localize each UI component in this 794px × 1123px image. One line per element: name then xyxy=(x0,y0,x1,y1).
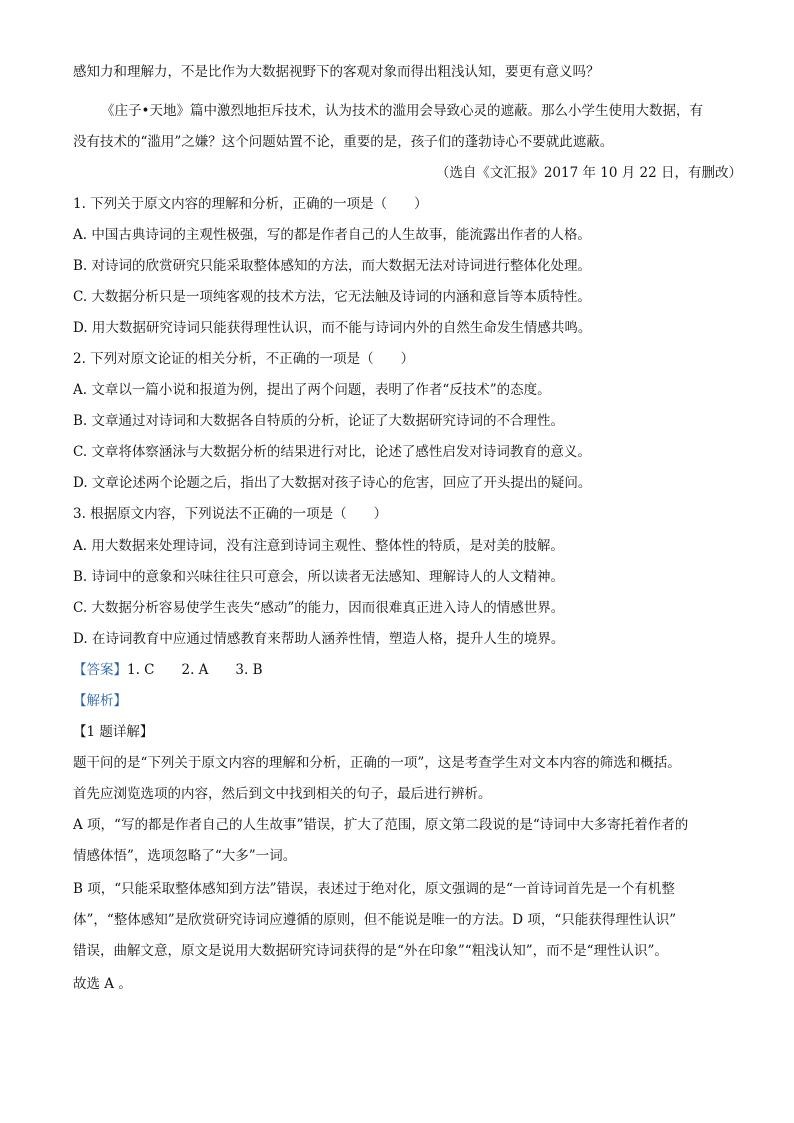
question-option: B. 诗词中的意象和兴味往往只可意会，所以读者无法感知、理解诗人的人文精神。 xyxy=(73,569,565,585)
answer-label: 【答案】 xyxy=(73,662,127,678)
question-option: B. 文章通过对诗词和大数据各自特质的分析，论证了大数据研究诗词的不合理性。 xyxy=(73,413,565,429)
question-option: A. 文章以一篇小说和报道为例，提出了两个问题，表明了作者“反技术”的态度。 xyxy=(73,382,551,398)
analysis-line: 故选 A 。 xyxy=(73,976,132,992)
question-option: C. 文章将体察涵泳与大数据分析的结果进行对比，论述了感性启发对诗词教育的意义。 xyxy=(73,444,591,460)
question-option: C. 大数据分析容易使学生丧失“感动”的能力，因而很难真正进入诗人的情感世界。 xyxy=(73,600,565,616)
analysis-line: 错误，曲解文意，原文是说用大数据研究诗词获得的是“外在印象”“粗浅认知”，而不是“理性认识”。 xyxy=(73,943,668,959)
question-stem: 3. 根据原文内容，下列说法不正确的一项是（ ） xyxy=(73,506,388,522)
detail-label: 【1 题详解】 xyxy=(73,724,154,740)
question-stem: 2. 下列对原文论证的相关分析，不正确的一项是（ ） xyxy=(73,351,415,367)
answer-line xyxy=(73,661,723,679)
passage-line: 感知力和理解力，不是比作为大数据视野下的客观对象而得出粗浅认知，要更有意义吗？ xyxy=(73,64,600,80)
answer-text: 1. C 2. A 3. B xyxy=(127,662,263,678)
question-option: A. 中国古典诗词的主观性极强，写的都是作者自己的人生故事，能流露出作者的人格。 xyxy=(73,227,591,243)
analysis-line: 情感体悟”，选项忽略了“大多”一词。 xyxy=(73,848,297,864)
question-option: D. 文章论述两个论题之后，指出了大数据对孩子诗心的危害，回应了开头提出的疑问。 xyxy=(73,475,592,491)
question-option: C. 大数据分析只是一项纯客观的技术方法，它无法触及诗词的内涵和意旨等本质特性。 xyxy=(73,289,591,305)
analysis-line: 题干问的是“下列关于原文内容的理解和分析，正确的一项”，这是考查学生对文本内容的筛选和概括。 xyxy=(73,755,681,771)
passage-line: 《庄子•天地》篇中激烈地拒斥技术，认为技术的滥用会导致心灵的遮蔽。那么小学生使用大数据，有 xyxy=(101,103,703,119)
question-option: D. 在诗词教育中应通过情感教育来帮助人涵养性情，塑造人格，提升人生的境界。 xyxy=(73,631,565,647)
analysis-line: 首先应浏览选项的内容，然后到文中找到相关的句子，最后进行辨析。 xyxy=(73,786,492,802)
analysis-label: 【解析】 xyxy=(73,693,127,709)
analysis-line: A 项，“写的都是作者自己的人生故事”错误，扩大了范围，原文第二段说的是“诗词中大多寄托着作者的 xyxy=(73,817,689,833)
analysis-line: 体”，“整体感知”是欣赏研究诗词应遵循的原则，但不能说是唯一的方法。D 项，“只能获得理性认识” xyxy=(73,912,677,928)
source-citation: （选自《文汇报》2017 年 10 月 22 日，有删改） xyxy=(435,165,742,181)
question-option: A. 用大数据来处理诗词，没有注意到诗词主观性、整体性的特质，是对美的肢解。 xyxy=(73,538,564,554)
question-stem: 1. 下列关于原文内容的理解和分析，正确的一项是（ ） xyxy=(73,196,428,212)
passage-line: 没有技术的“滥用”之嫌？这个问题姑置不论，重要的是，孩子们的蓬勃诗心不要就此遮蔽。 xyxy=(73,134,614,150)
question-option: D. 用大数据研究诗词只能获得理性认识，而不能与诗词内外的自然生命发生情感共鸣。 xyxy=(73,320,592,336)
question-option: B. 对诗词的欣赏研究只能采取整体感知的方法，而大数据无法对诗词进行整体化处理。 xyxy=(73,258,592,274)
analysis-line: B 项，“只能采取整体感知到方法”错误，表述过于绝对化，原文强调的是“一首诗词首先是一个有机整 xyxy=(73,881,675,897)
